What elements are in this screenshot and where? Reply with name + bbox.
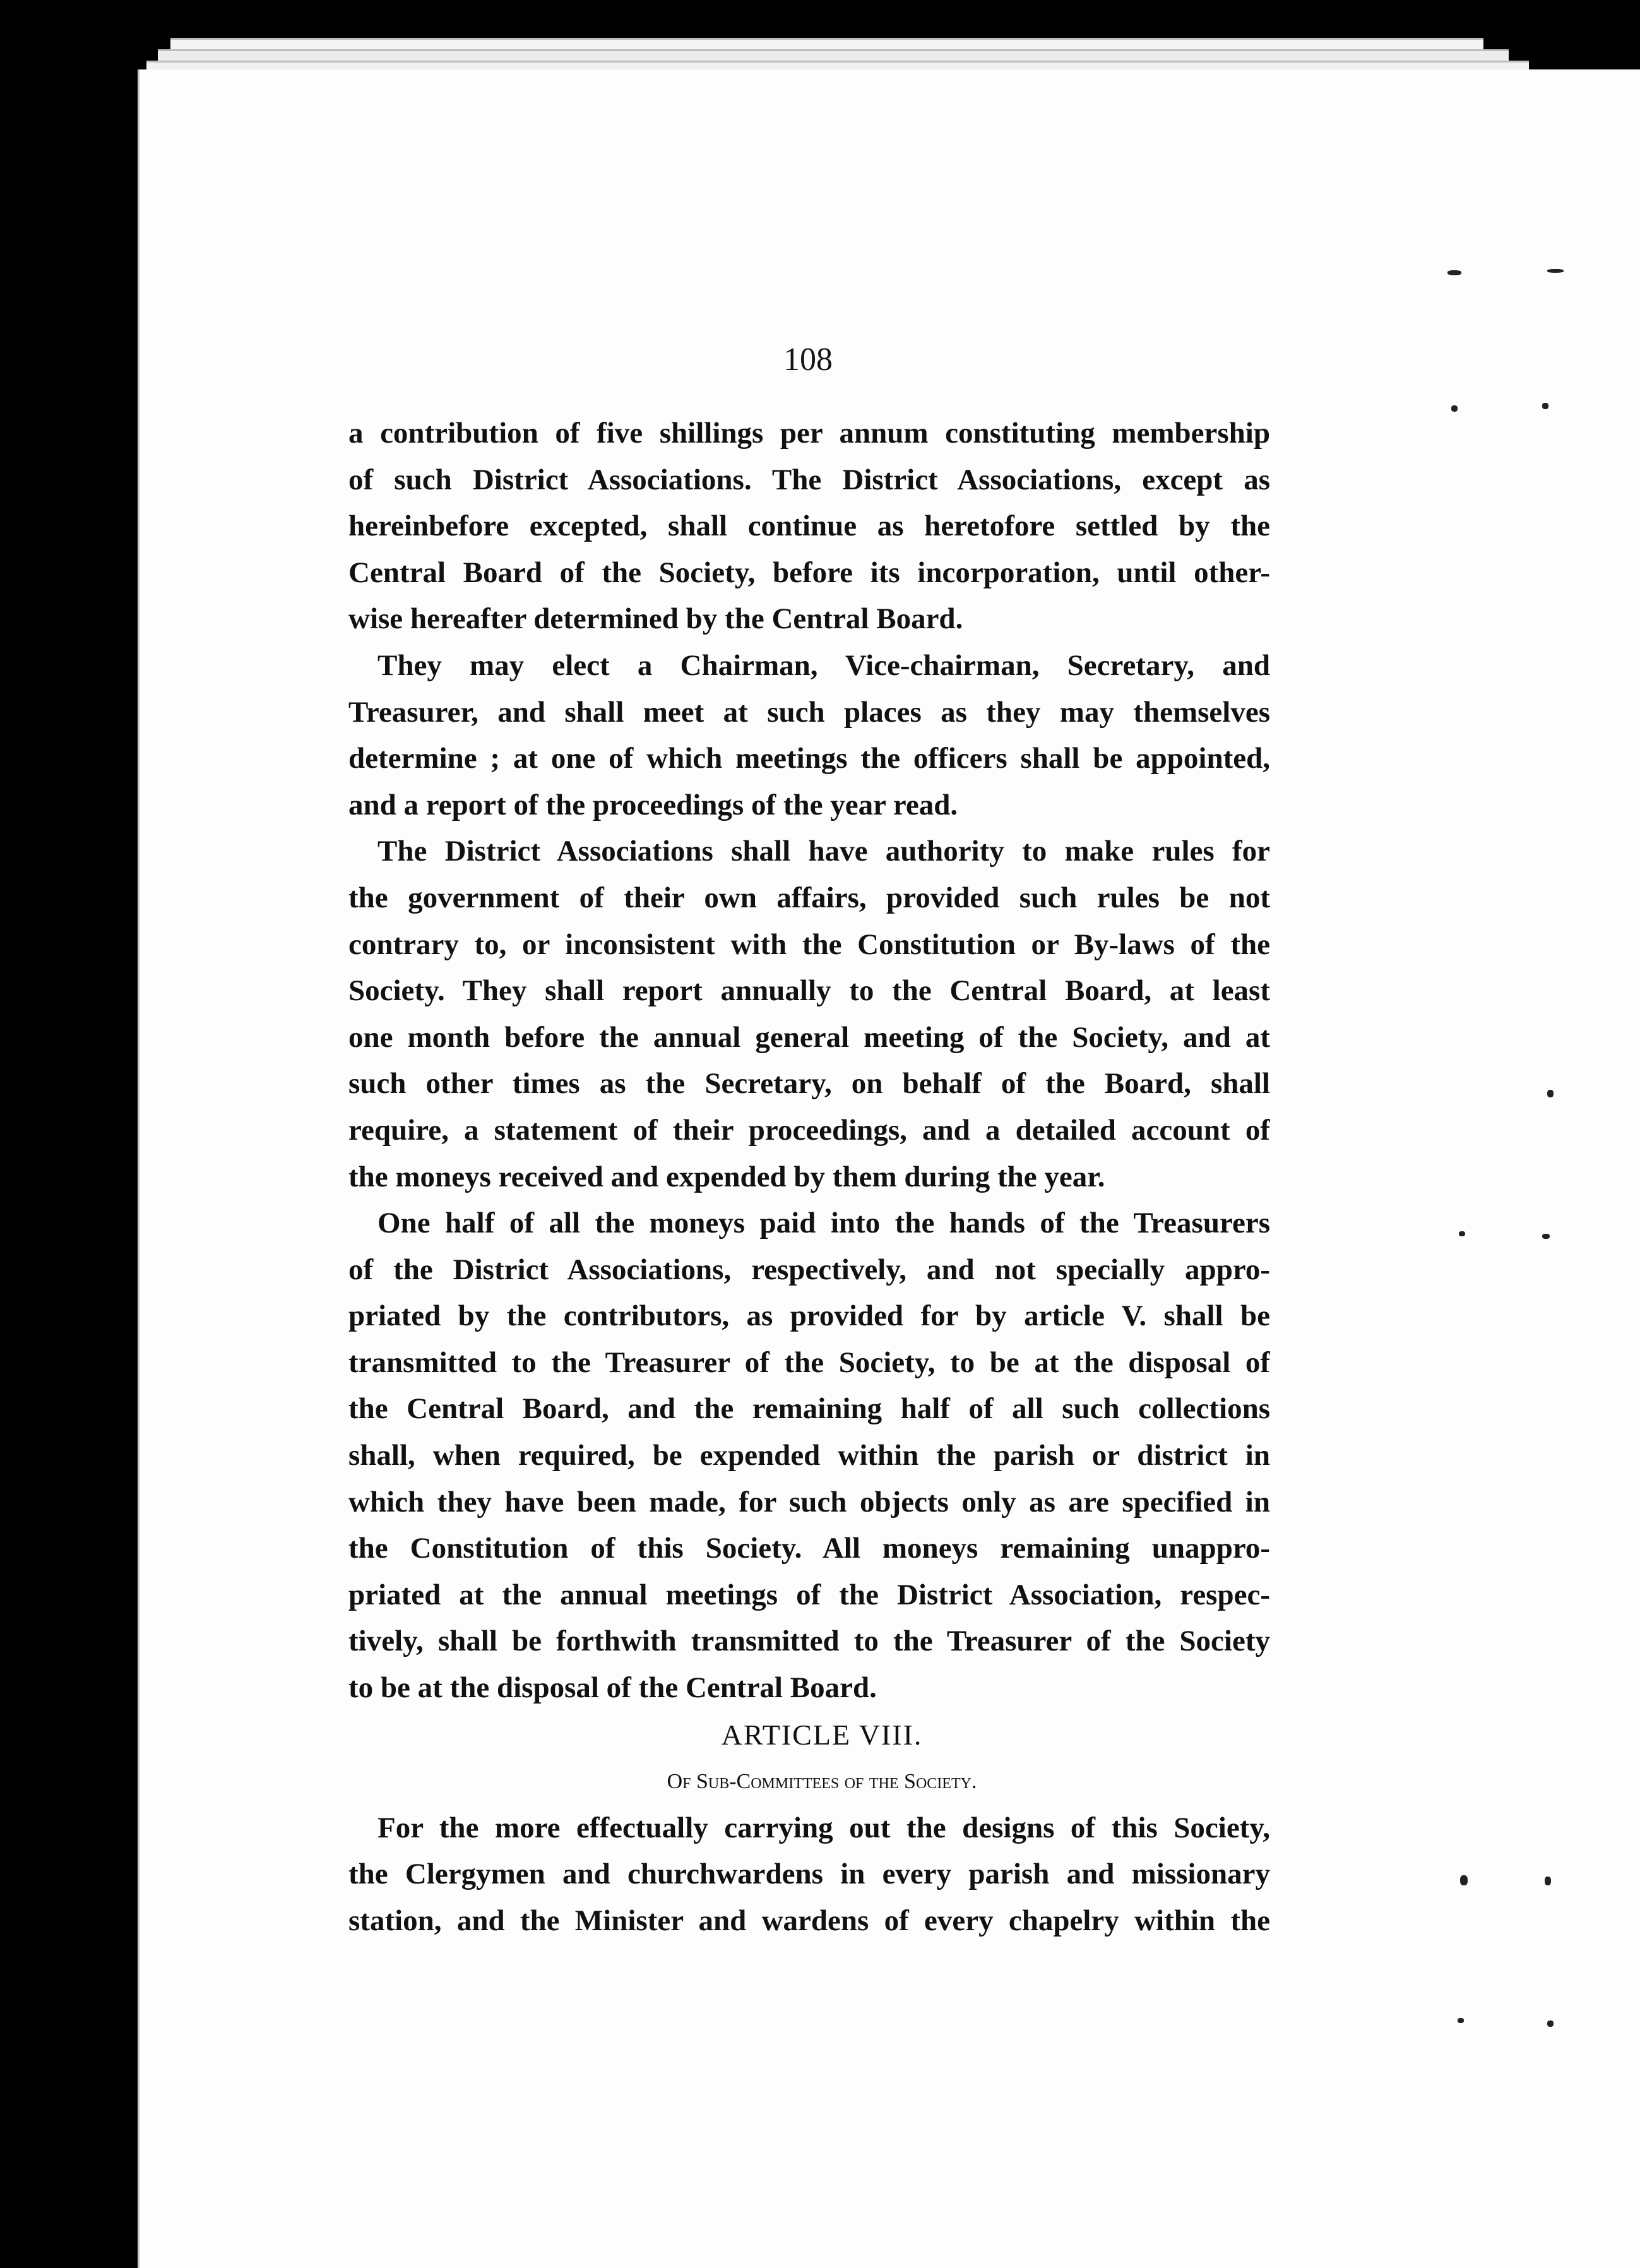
text-line: Society. They shall report annually to the Central Board, at least (348, 974, 1270, 1008)
text-line: Treasurer, and shall meet at such places as they may themselves (348, 695, 1270, 729)
paragraphs (348, 410, 1270, 1712)
margin-speck (1459, 1231, 1465, 1236)
margin-speck (1458, 2018, 1464, 2023)
text-line: shall, when required, be expended within the parish or district in (348, 1439, 1270, 1472)
paragraph (348, 1805, 1270, 1945)
text-line: one month before the annual general meeting of the Society, and at (348, 1020, 1270, 1054)
text-line: of such District Associations. The District Associations, except as (348, 463, 1270, 496)
text-line: the Central Board, and the remaining half of all such collections (348, 1392, 1270, 1426)
margin-speck (1451, 405, 1458, 412)
text-line: the Clergymen and churchwardens in every parish and missionary (348, 1858, 1270, 1891)
margin-speck (1547, 2020, 1554, 2027)
text-line: tively, shall be forthwith transmitted to the Treasurer of the Society (348, 1625, 1270, 1658)
body-text (348, 410, 1270, 1944)
text-line: One half of all the moneys paid into the hands of the Treasurers (377, 1207, 1270, 1240)
text-line: hereinbefore excepted, shall continue as heretofore settled by the (348, 510, 1270, 543)
text-line: contrary to, or inconsistent with the Constitution or By-laws of the (348, 928, 1270, 961)
margin-speck (1542, 1234, 1550, 1239)
text-line: priated by the contributors, as provided for by article V. shall be (348, 1299, 1270, 1333)
text-line: to be at the disposal of the Central Board. (348, 1671, 877, 1705)
margin-speck (1447, 270, 1461, 275)
text-line: station, and the Minister and wardens of every chapelry within the (348, 1904, 1270, 1937)
text-line: the moneys received and expended by them during the year. (348, 1160, 1105, 1193)
text-line: The District Associations shall have authority to make rules for (377, 835, 1270, 868)
text-line: Central Board of the Society, before its incorporation, until other- (348, 556, 1270, 589)
paragraph (348, 410, 1270, 643)
article-heading: ARTICLE VIII. (721, 1718, 923, 1751)
text-line: the government of their own affairs, provided such rules be not (348, 881, 1270, 914)
text-line: wise hereafter determined by the Central Board. (348, 602, 963, 636)
text-line: which they have been made, for such objects only as are specified in (348, 1485, 1270, 1519)
final-paragraph (348, 1805, 1270, 1945)
margin-speck (1547, 1090, 1554, 1097)
text-line: such other times as the Secretary, on behalf of the Board, shall (348, 1067, 1270, 1101)
text-line: require, a statement of their proceedings, and a detailed account of (348, 1113, 1270, 1147)
margin-speck (1547, 269, 1564, 273)
text-line: determine ; at one of which meetings the officers shall be appointed, (348, 742, 1270, 775)
paragraph (348, 643, 1270, 828)
text-line: the Constitution of this Society. All moneys remaining unappro- (348, 1532, 1270, 1565)
margin-speck (1460, 1875, 1468, 1885)
article-subheading: Of Sub-Committees of the Society. (667, 1769, 977, 1793)
paragraph (348, 1200, 1270, 1712)
text-line: transmitted to the Treasurer of the Society, to be at the disposal of (348, 1346, 1270, 1379)
text-line: a contribution of five shillings per annum constituting membership (348, 417, 1270, 450)
text-line: and a report of the proceedings of the year read. (348, 788, 958, 821)
margin-speck (1545, 1877, 1551, 1885)
page-number: 108 (783, 342, 833, 378)
text-line: They may elect a Chairman, Vice-chairman, Secretary, and (377, 648, 1270, 682)
text-line: For the more effectually carrying out the designs of this Society, (377, 1811, 1270, 1844)
margin-speck (1542, 403, 1548, 409)
text-line: priated at the annual meetings of the District Association, respec- (348, 1578, 1270, 1611)
text-line: of the District Associations, respectively, and not specially appro- (348, 1253, 1270, 1286)
paragraph (348, 828, 1270, 1200)
